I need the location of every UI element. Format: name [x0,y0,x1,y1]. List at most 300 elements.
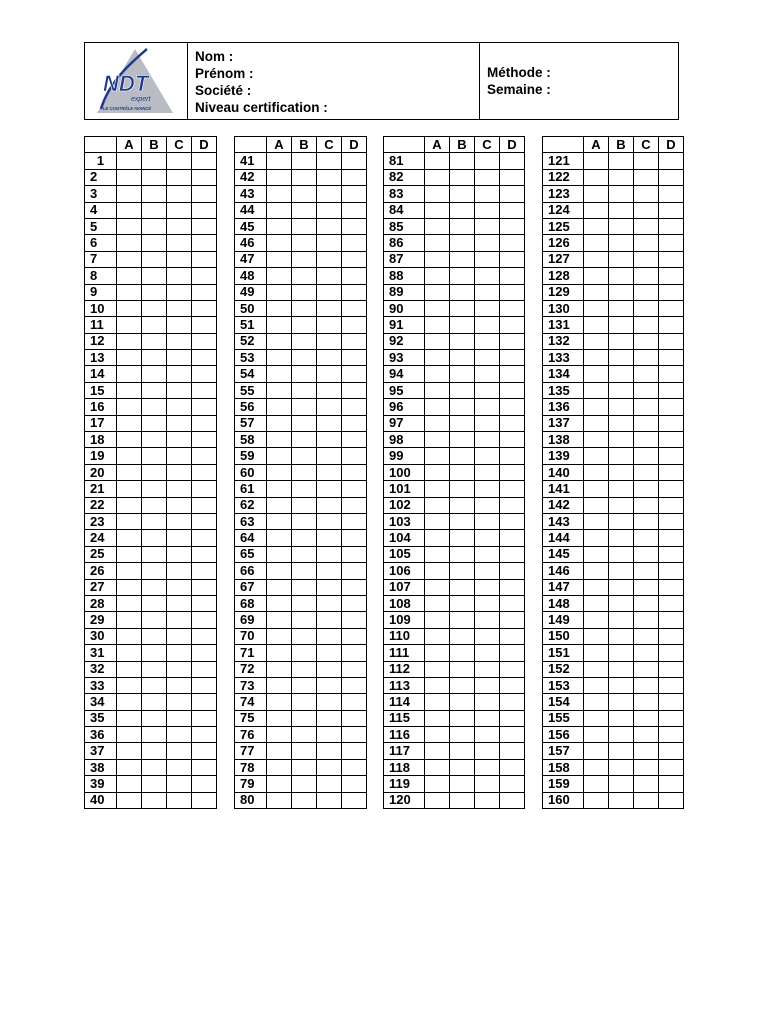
answer-box-d[interactable] [342,546,367,562]
answer-box-b[interactable] [609,792,634,808]
answer-box-c[interactable] [475,153,500,169]
answer-box-a[interactable] [425,743,450,759]
answer-box-a[interactable] [117,251,142,267]
answer-box-b[interactable] [292,333,317,349]
answer-box-c[interactable] [475,350,500,366]
answer-box-d[interactable] [192,333,217,349]
answer-box-b[interactable] [450,235,475,251]
answer-box-d[interactable] [500,694,525,710]
answer-box-d[interactable] [342,530,367,546]
answer-box-c[interactable] [167,448,192,464]
answer-box-c[interactable] [317,694,342,710]
answer-box-b[interactable] [450,169,475,185]
answer-box-a[interactable] [117,218,142,234]
answer-box-c[interactable] [167,382,192,398]
answer-box-a[interactable] [267,677,292,693]
answer-box-c[interactable] [167,694,192,710]
answer-box-c[interactable] [317,710,342,726]
answer-box-a[interactable] [117,350,142,366]
answer-box-b[interactable] [142,382,167,398]
answer-box-c[interactable] [317,776,342,792]
answer-box-c[interactable] [634,399,659,415]
answer-box-c[interactable] [475,432,500,448]
answer-box-c[interactable] [634,776,659,792]
answer-box-b[interactable] [450,595,475,611]
answer-box-d[interactable] [192,186,217,202]
answer-box-a[interactable] [117,481,142,497]
answer-box-b[interactable] [292,382,317,398]
answer-box-c[interactable] [167,710,192,726]
answer-box-b[interactable] [292,432,317,448]
answer-box-b[interactable] [609,235,634,251]
answer-box-a[interactable] [267,218,292,234]
answer-box-b[interactable] [142,218,167,234]
answer-box-a[interactable] [584,317,609,333]
answer-box-a[interactable] [117,661,142,677]
answer-box-c[interactable] [634,202,659,218]
answer-box-a[interactable] [117,268,142,284]
answer-box-a[interactable] [267,169,292,185]
answer-box-d[interactable] [659,350,684,366]
answer-box-a[interactable] [425,333,450,349]
answer-box-c[interactable] [167,759,192,775]
answer-box-c[interactable] [475,595,500,611]
answer-box-c[interactable] [167,366,192,382]
answer-box-d[interactable] [500,743,525,759]
answer-box-a[interactable] [117,497,142,513]
answer-box-a[interactable] [267,792,292,808]
answer-box-b[interactable] [292,284,317,300]
answer-box-d[interactable] [342,481,367,497]
answer-box-a[interactable] [584,366,609,382]
answer-box-d[interactable] [342,776,367,792]
answer-box-a[interactable] [584,661,609,677]
answer-box-c[interactable] [167,153,192,169]
answer-box-b[interactable] [292,169,317,185]
answer-box-d[interactable] [192,661,217,677]
answer-box-b[interactable] [292,399,317,415]
answer-box-b[interactable] [142,284,167,300]
answer-box-d[interactable] [500,448,525,464]
answer-box-a[interactable] [425,464,450,480]
answer-box-c[interactable] [317,481,342,497]
answer-box-d[interactable] [500,595,525,611]
answer-box-b[interactable] [142,776,167,792]
answer-box-a[interactable] [584,743,609,759]
answer-box-a[interactable] [584,202,609,218]
answer-box-d[interactable] [192,153,217,169]
answer-box-a[interactable] [584,218,609,234]
answer-box-c[interactable] [167,776,192,792]
answer-box-b[interactable] [292,677,317,693]
answer-box-b[interactable] [609,432,634,448]
answer-box-c[interactable] [634,530,659,546]
answer-box-d[interactable] [342,317,367,333]
answer-box-c[interactable] [634,415,659,431]
answer-box-c[interactable] [634,235,659,251]
answer-box-d[interactable] [192,710,217,726]
answer-box-d[interactable] [500,399,525,415]
answer-box-c[interactable] [634,382,659,398]
answer-box-b[interactable] [609,628,634,644]
answer-box-c[interactable] [167,399,192,415]
answer-box-b[interactable] [450,694,475,710]
answer-box-d[interactable] [659,759,684,775]
answer-box-d[interactable] [500,481,525,497]
answer-box-c[interactable] [167,743,192,759]
answer-box-a[interactable] [425,677,450,693]
answer-box-b[interactable] [292,727,317,743]
answer-box-d[interactable] [192,399,217,415]
answer-box-a[interactable] [425,661,450,677]
answer-box-a[interactable] [584,530,609,546]
answer-box-c[interactable] [634,595,659,611]
answer-box-a[interactable] [425,579,450,595]
answer-box-d[interactable] [500,153,525,169]
answer-box-b[interactable] [142,563,167,579]
answer-box-b[interactable] [142,546,167,562]
answer-box-c[interactable] [317,612,342,628]
answer-box-b[interactable] [292,595,317,611]
answer-box-d[interactable] [500,645,525,661]
answer-box-d[interactable] [659,513,684,529]
answer-box-a[interactable] [584,300,609,316]
answer-box-c[interactable] [475,743,500,759]
answer-box-b[interactable] [292,628,317,644]
answer-box-b[interactable] [142,743,167,759]
answer-box-c[interactable] [634,645,659,661]
answer-box-c[interactable] [475,399,500,415]
answer-box-d[interactable] [192,743,217,759]
answer-box-a[interactable] [425,776,450,792]
answer-box-a[interactable] [425,727,450,743]
answer-box-d[interactable] [192,268,217,284]
answer-box-a[interactable] [425,235,450,251]
answer-box-a[interactable] [267,497,292,513]
answer-box-a[interactable] [584,710,609,726]
answer-box-a[interactable] [117,432,142,448]
answer-box-b[interactable] [609,661,634,677]
answer-box-b[interactable] [292,563,317,579]
answer-box-d[interactable] [500,563,525,579]
answer-box-b[interactable] [142,513,167,529]
answer-box-c[interactable] [167,481,192,497]
answer-box-c[interactable] [317,399,342,415]
answer-box-b[interactable] [609,743,634,759]
answer-box-a[interactable] [267,268,292,284]
answer-box-d[interactable] [500,464,525,480]
answer-box-d[interactable] [500,612,525,628]
answer-box-b[interactable] [142,366,167,382]
answer-box-d[interactable] [659,546,684,562]
answer-box-c[interactable] [475,645,500,661]
answer-box-a[interactable] [117,284,142,300]
answer-box-a[interactable] [117,202,142,218]
answer-box-c[interactable] [634,628,659,644]
answer-box-d[interactable] [659,186,684,202]
answer-box-d[interactable] [342,382,367,398]
answer-box-a[interactable] [425,792,450,808]
answer-box-d[interactable] [342,497,367,513]
answer-box-b[interactable] [292,251,317,267]
answer-box-c[interactable] [167,677,192,693]
answer-box-a[interactable] [267,202,292,218]
answer-box-d[interactable] [342,350,367,366]
answer-box-b[interactable] [609,448,634,464]
answer-box-b[interactable] [450,382,475,398]
answer-box-d[interactable] [342,169,367,185]
answer-box-c[interactable] [475,612,500,628]
answer-box-b[interactable] [292,694,317,710]
answer-box-b[interactable] [609,481,634,497]
answer-box-c[interactable] [317,677,342,693]
answer-box-d[interactable] [342,432,367,448]
answer-box-c[interactable] [317,202,342,218]
answer-box-a[interactable] [584,268,609,284]
answer-box-c[interactable] [475,218,500,234]
answer-box-d[interactable] [342,612,367,628]
answer-box-d[interactable] [342,743,367,759]
answer-box-b[interactable] [450,727,475,743]
answer-box-d[interactable] [500,333,525,349]
answer-box-a[interactable] [267,317,292,333]
answer-box-d[interactable] [192,628,217,644]
answer-box-c[interactable] [634,481,659,497]
answer-box-d[interactable] [342,218,367,234]
answer-box-c[interactable] [475,694,500,710]
answer-box-c[interactable] [317,350,342,366]
answer-box-a[interactable] [425,415,450,431]
answer-box-d[interactable] [342,415,367,431]
answer-box-b[interactable] [142,497,167,513]
answer-box-a[interactable] [267,743,292,759]
answer-box-c[interactable] [167,497,192,513]
answer-box-d[interactable] [500,268,525,284]
answer-box-a[interactable] [267,366,292,382]
answer-box-b[interactable] [142,251,167,267]
answer-box-d[interactable] [659,727,684,743]
answer-box-b[interactable] [450,333,475,349]
answer-box-c[interactable] [475,464,500,480]
answer-box-a[interactable] [117,153,142,169]
answer-box-a[interactable] [425,186,450,202]
answer-box-c[interactable] [317,186,342,202]
answer-box-a[interactable] [425,645,450,661]
answer-box-b[interactable] [609,710,634,726]
answer-box-c[interactable] [167,300,192,316]
answer-box-a[interactable] [425,202,450,218]
answer-box-d[interactable] [659,710,684,726]
answer-box-a[interactable] [584,579,609,595]
answer-box-a[interactable] [584,645,609,661]
answer-box-b[interactable] [450,202,475,218]
answer-box-b[interactable] [450,415,475,431]
answer-box-c[interactable] [634,579,659,595]
answer-box-d[interactable] [342,235,367,251]
answer-box-b[interactable] [142,628,167,644]
answer-box-c[interactable] [634,513,659,529]
answer-box-d[interactable] [192,300,217,316]
answer-box-b[interactable] [609,169,634,185]
answer-box-c[interactable] [167,595,192,611]
answer-box-d[interactable] [192,513,217,529]
answer-box-c[interactable] [167,333,192,349]
answer-box-c[interactable] [167,546,192,562]
answer-box-b[interactable] [450,432,475,448]
answer-box-d[interactable] [659,202,684,218]
answer-box-a[interactable] [584,169,609,185]
answer-box-d[interactable] [500,530,525,546]
answer-box-a[interactable] [117,169,142,185]
answer-box-a[interactable] [584,595,609,611]
answer-box-a[interactable] [425,612,450,628]
answer-box-b[interactable] [142,448,167,464]
answer-box-a[interactable] [117,792,142,808]
answer-box-d[interactable] [659,481,684,497]
answer-box-c[interactable] [475,317,500,333]
answer-box-c[interactable] [317,563,342,579]
answer-box-c[interactable] [167,284,192,300]
answer-box-c[interactable] [317,546,342,562]
answer-box-b[interactable] [450,186,475,202]
answer-box-d[interactable] [342,759,367,775]
answer-box-a[interactable] [267,579,292,595]
answer-box-a[interactable] [117,235,142,251]
answer-box-c[interactable] [317,415,342,431]
answer-box-a[interactable] [584,153,609,169]
answer-box-c[interactable] [634,284,659,300]
answer-box-b[interactable] [609,366,634,382]
answer-box-d[interactable] [500,432,525,448]
answer-box-d[interactable] [659,612,684,628]
answer-box-c[interactable] [317,366,342,382]
answer-box-b[interactable] [450,661,475,677]
answer-box-b[interactable] [292,300,317,316]
answer-box-d[interactable] [659,268,684,284]
answer-box-b[interactable] [292,759,317,775]
answer-box-c[interactable] [475,186,500,202]
answer-box-a[interactable] [425,317,450,333]
answer-box-c[interactable] [475,628,500,644]
answer-box-a[interactable] [267,235,292,251]
answer-box-b[interactable] [142,694,167,710]
answer-box-d[interactable] [342,727,367,743]
answer-box-a[interactable] [117,186,142,202]
answer-box-d[interactable] [192,202,217,218]
answer-box-a[interactable] [267,710,292,726]
answer-box-d[interactable] [659,415,684,431]
answer-box-a[interactable] [117,595,142,611]
answer-box-a[interactable] [267,153,292,169]
answer-box-c[interactable] [634,546,659,562]
answer-box-d[interactable] [659,448,684,464]
answer-box-a[interactable] [584,481,609,497]
answer-box-c[interactable] [475,251,500,267]
answer-box-d[interactable] [500,776,525,792]
answer-box-b[interactable] [142,710,167,726]
answer-box-c[interactable] [317,251,342,267]
answer-box-b[interactable] [142,202,167,218]
answer-box-d[interactable] [659,743,684,759]
answer-box-b[interactable] [450,218,475,234]
answer-box-a[interactable] [425,448,450,464]
answer-box-d[interactable] [659,694,684,710]
answer-box-d[interactable] [500,727,525,743]
answer-box-b[interactable] [292,317,317,333]
answer-box-a[interactable] [425,366,450,382]
answer-box-a[interactable] [267,415,292,431]
answer-box-d[interactable] [659,300,684,316]
answer-box-a[interactable] [425,432,450,448]
answer-box-b[interactable] [609,333,634,349]
answer-box-d[interactable] [659,464,684,480]
answer-box-c[interactable] [317,628,342,644]
answer-box-d[interactable] [659,645,684,661]
answer-box-c[interactable] [167,218,192,234]
answer-box-d[interactable] [659,792,684,808]
answer-box-c[interactable] [167,792,192,808]
answer-box-b[interactable] [450,743,475,759]
answer-box-c[interactable] [475,513,500,529]
answer-box-b[interactable] [450,268,475,284]
answer-box-c[interactable] [475,448,500,464]
answer-box-c[interactable] [475,563,500,579]
answer-box-c[interactable] [317,169,342,185]
answer-box-c[interactable] [475,300,500,316]
answer-box-c[interactable] [317,579,342,595]
answer-box-b[interactable] [450,776,475,792]
answer-box-c[interactable] [167,563,192,579]
answer-box-c[interactable] [317,727,342,743]
answer-box-c[interactable] [634,792,659,808]
answer-box-d[interactable] [500,169,525,185]
answer-box-b[interactable] [142,759,167,775]
answer-box-c[interactable] [634,727,659,743]
answer-box-a[interactable] [425,513,450,529]
answer-box-b[interactable] [609,202,634,218]
answer-box-c[interactable] [317,317,342,333]
answer-box-a[interactable] [117,513,142,529]
answer-box-b[interactable] [142,235,167,251]
answer-box-a[interactable] [267,432,292,448]
answer-box-c[interactable] [167,530,192,546]
answer-box-b[interactable] [609,612,634,628]
answer-box-d[interactable] [500,759,525,775]
answer-box-a[interactable] [117,612,142,628]
answer-box-c[interactable] [475,710,500,726]
answer-box-b[interactable] [609,579,634,595]
answer-box-a[interactable] [425,284,450,300]
answer-box-b[interactable] [609,218,634,234]
answer-box-a[interactable] [584,399,609,415]
answer-box-b[interactable] [142,677,167,693]
answer-box-a[interactable] [584,448,609,464]
answer-box-a[interactable] [425,268,450,284]
answer-box-d[interactable] [192,727,217,743]
answer-box-d[interactable] [500,661,525,677]
answer-box-d[interactable] [500,218,525,234]
answer-box-a[interactable] [267,661,292,677]
answer-box-c[interactable] [167,268,192,284]
answer-box-c[interactable] [317,595,342,611]
answer-box-b[interactable] [142,612,167,628]
answer-box-b[interactable] [450,645,475,661]
answer-box-c[interactable] [167,628,192,644]
answer-box-d[interactable] [659,497,684,513]
answer-box-b[interactable] [292,776,317,792]
answer-box-a[interactable] [584,350,609,366]
answer-box-c[interactable] [634,612,659,628]
